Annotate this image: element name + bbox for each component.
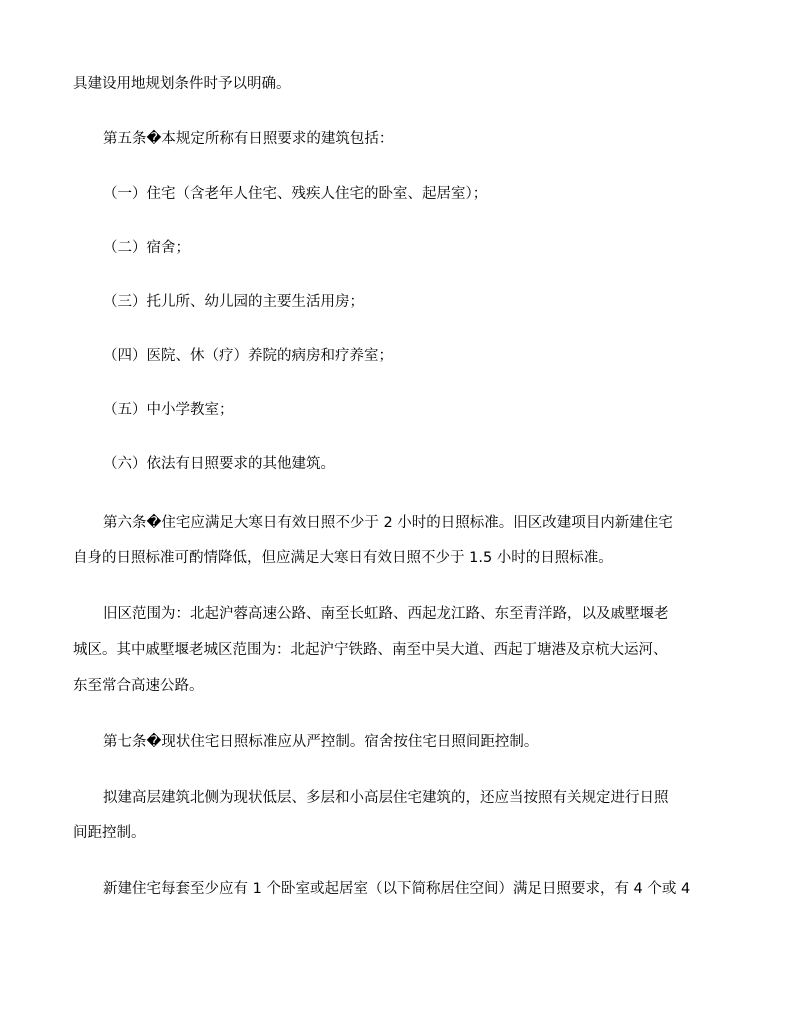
old-district-line-3: 东至常合高速公路。 [73,678,204,694]
article-6-line-1: 第六条�住宅应满足大寒日有效日照不少于 2 小时的日照标准。旧区改建项目内新建住宅 [103,515,673,531]
article-5-heading: 第五条�本规定所称有日照要求的建筑包括： [103,131,394,147]
text-line-continuation: 具建设用地规划条件时予以明确。 [73,76,291,92]
list-item-1: （一）住宅（含老年人住宅、残疾人住宅的卧室、起居室）； [103,186,488,202]
old-district-line-1: 旧区范围为：北起沪蓉高速公路、南至长虹路、西起龙江路、东至青洋路，以及戚墅堰老 [103,606,669,622]
list-item-5: （五）中小学教室； [103,402,234,418]
old-district-line-2: 城区。其中戚墅堰老城区范围为：北起沪宁铁路、南至中吴大道、西起丁塘港及京杭大运河、 [73,642,668,658]
list-item-2: （二）宿舍； [103,240,190,256]
article-7-heading: 第七条�现状住宅日照标准应从严控制。宿舍按住宅日照间距控制。 [103,734,539,750]
high-rise-line-2: 间距控制。 [73,825,146,841]
article-6-line-2: 自身的日照标准可酌情降低，但应满足大寒日有效日照不少于 1.5 小时的日照标准。 [73,550,613,566]
high-rise-line-1: 拟建高层建筑北侧为现状低层、多层和小高层住宅建筑的，还应当按照有关规定进行日照 [103,790,669,806]
list-item-3: （三）托儿所、幼儿园的主要生活用房； [103,294,364,310]
list-item-4: （四）医院、休（疗）养院的病房和疗养室； [103,348,393,364]
list-item-6: （六）依法有日照要求的其他建筑。 [103,456,335,472]
new-residence-line-1: 新建住宅每套至少应有 1 个卧室或起居室（以下简称居住空间）满足日照要求，有 4 个或 4 [103,881,691,897]
